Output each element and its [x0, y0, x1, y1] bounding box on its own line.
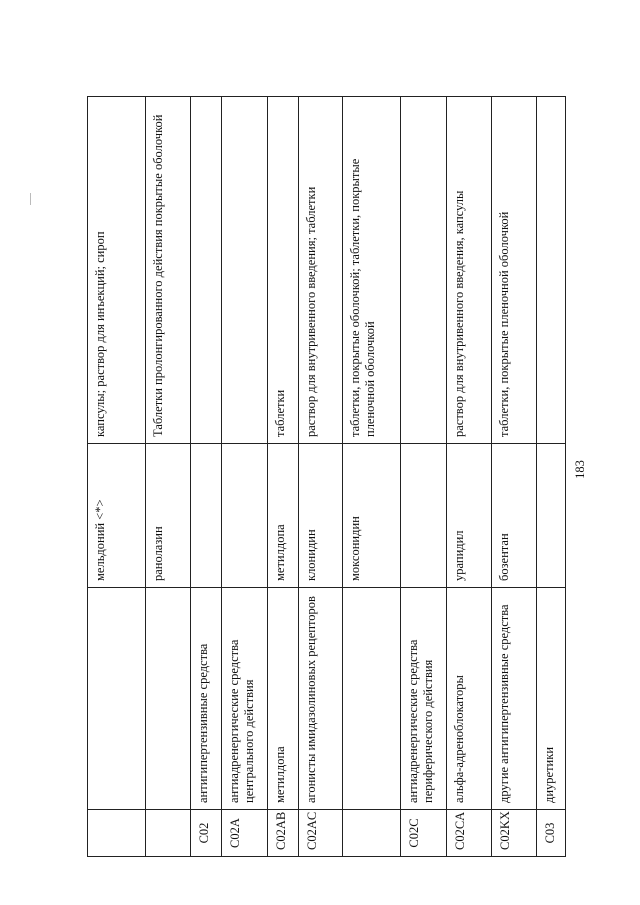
table-row [268, 97, 299, 857]
drug-cell [222, 444, 268, 588]
drug-cell: метилдопа [268, 444, 299, 588]
drug-cell: моксонидин [343, 444, 401, 588]
forms-cell [401, 97, 447, 444]
atc-code-cell [146, 810, 191, 857]
group-cell [88, 588, 146, 810]
table-row [343, 97, 401, 857]
forms-cell: раствор для внутривенного введения; таблетки [299, 97, 343, 444]
atc-code-cell [343, 810, 401, 857]
forms-cell: таблетки [268, 97, 299, 444]
table-row [191, 97, 222, 857]
group-cell: антиадренергические средства периферического действия [401, 588, 447, 810]
group-cell: антигипертензивные средства [191, 588, 222, 810]
atc-code-cell: C02KX [492, 810, 537, 857]
drug-cell: клонидин [299, 444, 343, 588]
table-row [447, 97, 492, 857]
forms-cell [191, 97, 222, 444]
group-cell [146, 588, 191, 810]
drug-cell [191, 444, 222, 588]
group-cell [343, 588, 401, 810]
table-row [299, 97, 343, 857]
forms-cell: Таблетки пролонгированного действия покрытые оболочкой [146, 97, 191, 444]
atc-code-cell: C02C [401, 810, 447, 857]
forms-cell: раствор для внутривенного введения, капсулы [447, 97, 492, 444]
rotated-table-container [87, 97, 565, 857]
drug-cell: урапидил [447, 444, 492, 588]
drug-cell: ранолазин [146, 444, 191, 588]
table-row [537, 97, 566, 857]
atc-code-cell: C03 [537, 810, 566, 857]
table-row [146, 97, 191, 857]
drug-cell [537, 444, 566, 588]
forms-cell [222, 97, 268, 444]
atc-code-cell: C02A [222, 810, 268, 857]
drug-cell [401, 444, 447, 588]
scan-mark [30, 193, 32, 205]
atc-code-cell: C02AB [268, 810, 299, 857]
group-cell: антиадренергические средства центрального действия [222, 588, 268, 810]
table-row [492, 97, 537, 857]
group-cell: агонисты имидазолиновых рецепторов [299, 588, 343, 810]
atc-code-cell: C02AC [299, 810, 343, 857]
drug-cell: мельдоний <*> [88, 444, 146, 588]
atc-code-cell [88, 810, 146, 857]
table-row [222, 97, 268, 857]
forms-cell: таблетки, покрытые оболочкой; таблетки, покрытые пленочной оболочкой [343, 97, 401, 444]
table-row [88, 97, 146, 857]
page-number: 183 [572, 460, 587, 479]
atc-code-cell: C02CA [447, 810, 492, 857]
atc-code-cell: C02 [191, 810, 222, 857]
forms-cell: капсулы; раствор для инъекций; сироп [88, 97, 146, 444]
drug-cell: бозентан [492, 444, 537, 588]
group-cell: другие антигипертензивные средства [492, 588, 537, 810]
group-cell: диуретики [537, 588, 566, 810]
forms-cell: таблетки, покрытые пленочной оболочкой [492, 97, 537, 444]
group-cell: альфа-адреноблокаторы [447, 588, 492, 810]
forms-cell [537, 97, 566, 444]
table-row [401, 97, 447, 857]
drug-classification-table [87, 96, 566, 857]
group-cell: метилдопа [268, 588, 299, 810]
